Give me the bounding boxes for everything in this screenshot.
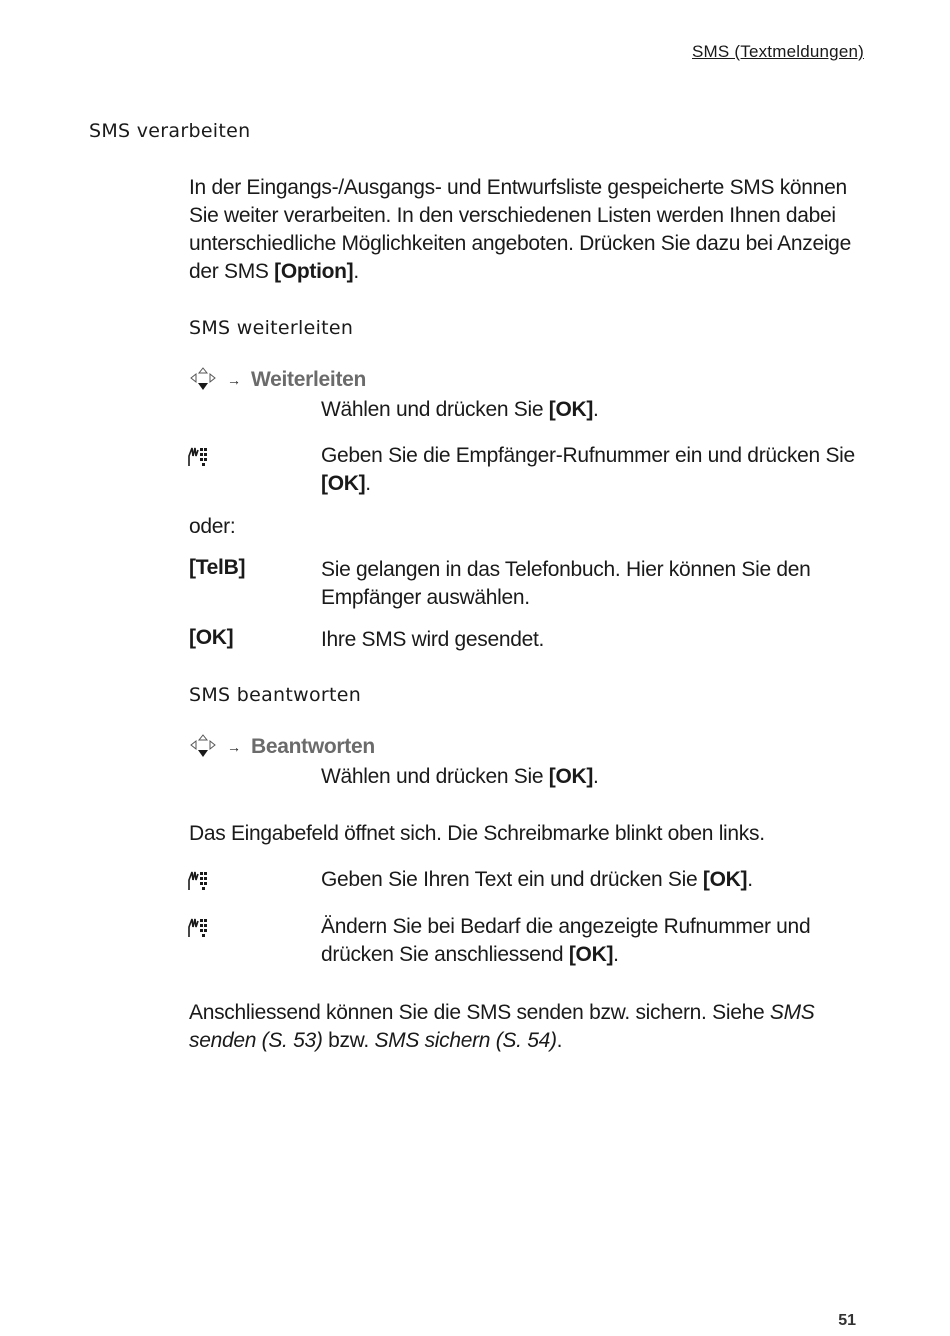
menu-item-beantworten: Beantworten [251,735,375,758]
keypad-icon [186,915,212,941]
ok-key: [OK] [548,765,594,788]
step-end: . [593,765,599,788]
step-text: Wählen und drücken Sie [321,765,549,788]
ok-key: [OK] [189,626,234,649]
step-end: . [613,943,619,966]
telb-key: [TelB] [189,556,246,579]
section-title: SMS verarbeiten [89,120,251,142]
forward-menu-path [189,365,366,395]
step-end: . [747,868,753,891]
step-text: Geben Sie die Empfänger-Rufnummer ein und drücken Sie [321,444,855,467]
cross-reference-sms-senden: SMS senden (S. 53) [189,1001,815,1052]
ok-key: [OK] [568,943,614,966]
step-end: . [593,398,599,421]
forward-step2 [321,442,861,498]
option-key: [Option] [274,260,354,283]
intro-end: . [353,260,359,283]
step-text: Ändern Sie bei Bedarf die angezeigte Rufnummer und drücken Sie anschliessend [321,915,811,966]
or-label: oder: [189,515,236,538]
step-text: Geben Sie Ihren Text ein und drücken Sie [321,868,703,891]
closing-paragraph [189,999,869,1055]
menu-item-weiterleiten: Weiterleiten [251,368,367,391]
arrow-icon: → [227,739,241,755]
ok-key: [OK] [548,398,594,421]
page-number: 51 [838,1312,856,1329]
ok-key: [OK] [321,472,366,495]
reply-step2 [321,866,861,894]
step-end: . [365,472,371,495]
step-text: Wählen und drücken Sie [321,398,549,421]
closing-end: . [556,1029,563,1052]
ok-key: [OK] [702,868,748,891]
telb-description: Sie gelangen in das Telefonbuch. Hier können Sie den Empfänger auswählen. [321,558,811,609]
intro-paragraph [189,174,869,286]
closing-text: bzw. [322,1029,375,1052]
cross-reference-sms-sichern: SMS sichern (S. 54) [374,1029,557,1052]
reply-info: Das Eingabefeld öffnet sich. Die Schreibmarke blinkt oben links. [189,822,765,845]
closing-text: Anschliessend können Sie die SMS senden bzw. sichern. Siehe [189,1001,770,1024]
forward-title: SMS weiterleiten [189,317,354,339]
reply-title: SMS beantworten [189,684,362,706]
running-header: SMS (Textmeldungen) [692,42,864,61]
keypad-icon [186,444,212,470]
forward-step1 [321,396,861,424]
keypad-icon [186,868,212,894]
navigation-key-icon [189,733,217,761]
reply-menu-path [189,732,375,762]
arrow-icon: → [227,372,241,388]
reply-step1 [321,763,861,791]
intro-text: In der Eingangs-/Ausgangs- und Entwurfsliste gespeicherte SMS können Sie weiter verarbeiten. In den verschiedenen Listen werden Ihnen dabei unterschiedliche Möglichkeiten angeboten. Drücken Sie dazu bei Anzeige der SMS [189,176,851,283]
navigation-key-icon [189,366,217,394]
reply-step3 [321,913,861,969]
ok-description: Ihre SMS wird gesendet. [321,628,545,651]
